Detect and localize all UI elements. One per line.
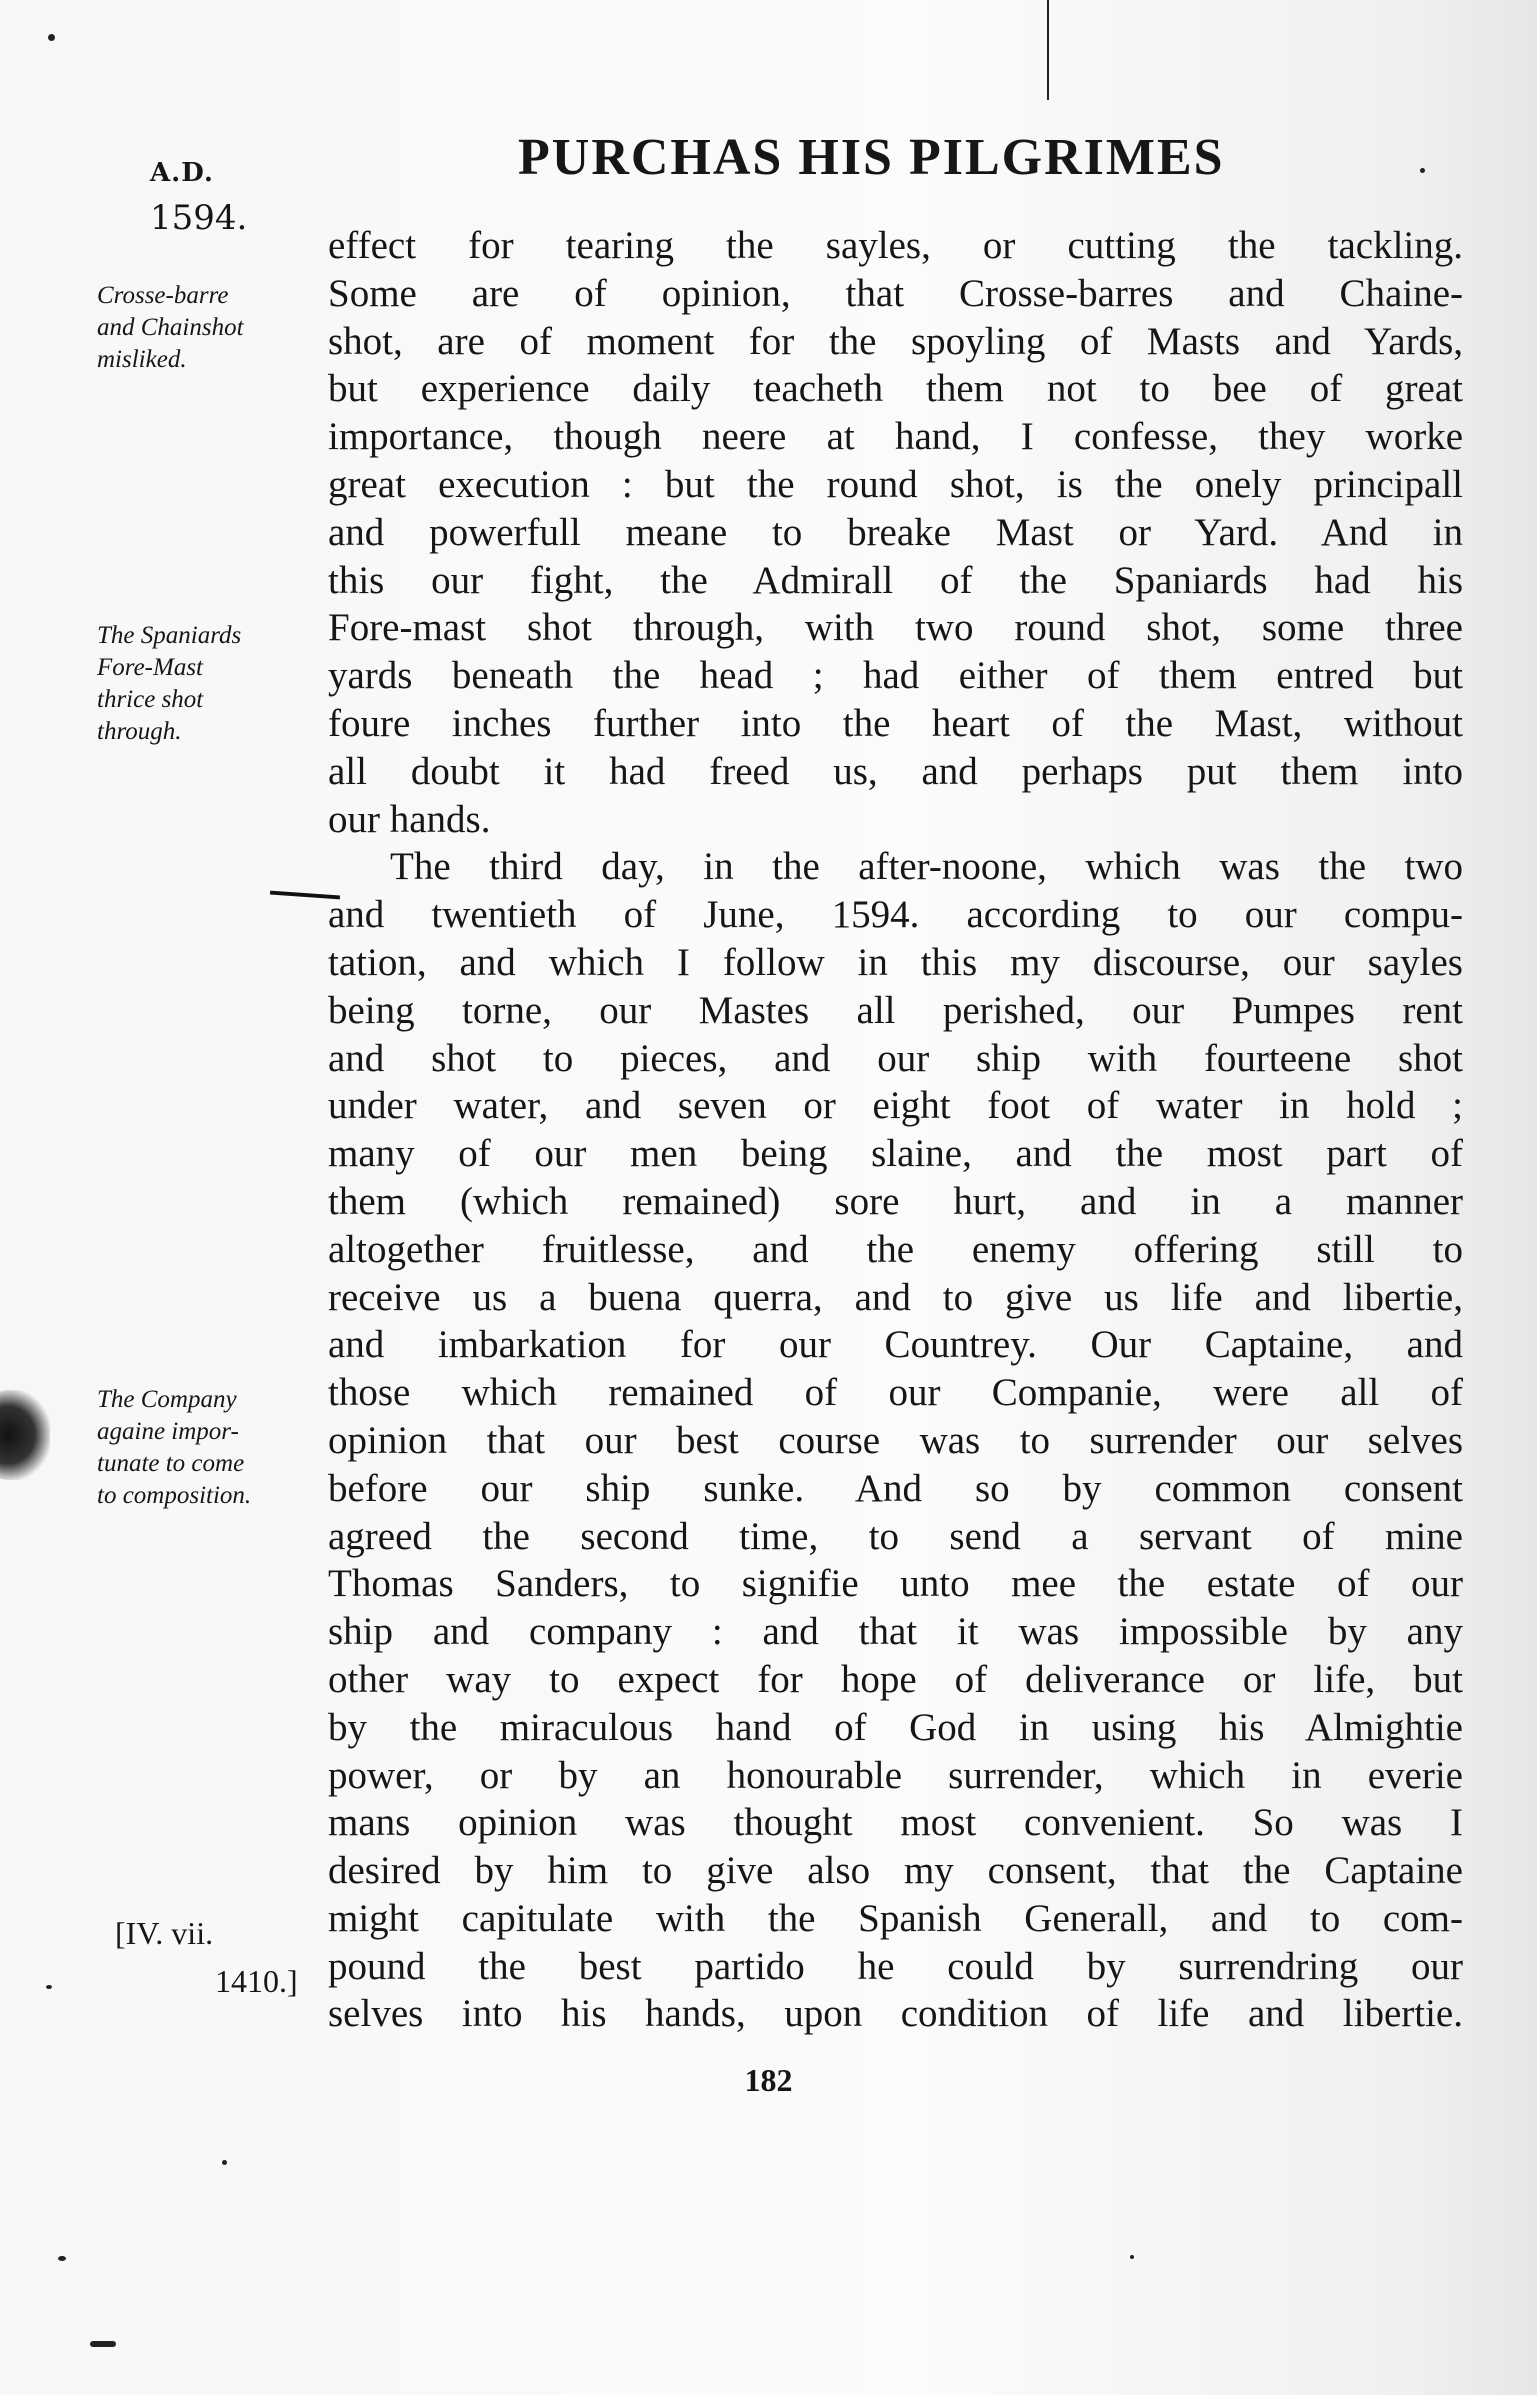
- text-line: altogether fruitlesse, and the enemy offering still to: [328, 1227, 1463, 1271]
- margin-note-line: againe impor-: [97, 1418, 239, 1445]
- margin-note-line: The Spaniards: [97, 622, 242, 649]
- text-line: all doubt it had freed us, and perhaps put them into: [328, 749, 1463, 793]
- text-line: power, or by an honourable surrender, which in everie: [328, 1753, 1463, 1797]
- margin-note-crosse-barre: [97, 280, 317, 376]
- ink-speck: [1130, 2255, 1134, 2259]
- gutter-rule: [1047, 0, 1049, 100]
- text-line: receive us a buena querra, and to give us life and libertie,: [328, 1275, 1463, 1319]
- text-line: and twentieth of June, 1594. according to our compu-: [328, 893, 1463, 937]
- text-line: this our fight, the Admirall of the Spaniards had his: [328, 558, 1463, 602]
- margin-note-line: through.: [97, 718, 182, 745]
- text-line: mans opinion was thought most convenient. So was I: [328, 1801, 1463, 1845]
- text-line: but experience daily teacheth them not to bee of great: [328, 367, 1463, 411]
- text-line: by the miraculous hand of God in using his Almightie: [328, 1705, 1463, 1749]
- text-line: ship and company : and that it was impossible by any: [328, 1610, 1463, 1654]
- text-line: opinion that our best course was to surrender our selves: [328, 1418, 1463, 1462]
- text-line: Some are of opinion, that Crosse-barres and Chaine-: [328, 271, 1463, 315]
- margin-note-line: misliked.: [97, 346, 187, 373]
- ink-speck: [1420, 168, 1425, 173]
- body-text: [328, 222, 1463, 2038]
- text-line: those which remained of our Companie, were all of: [328, 1371, 1463, 1415]
- ink-speck: [90, 2341, 116, 2347]
- margin-note-line: and Chainshot: [97, 314, 244, 341]
- text-line: great execution : but the round shot, is the onely principall: [328, 462, 1463, 506]
- page-number: 182: [744, 2062, 793, 2098]
- text-line: under water, and seven or eight foot of water in hold ;: [328, 1084, 1463, 1128]
- ink-speck: [48, 34, 55, 41]
- margin-note-line: The Company: [97, 1386, 237, 1413]
- text-line: yards beneath the head ; had either of them entred but: [328, 654, 1463, 698]
- ink-speck: [58, 2256, 66, 2261]
- margin-ref-page: 1410.]: [215, 1963, 298, 1999]
- year-label: 1594.: [150, 198, 248, 238]
- text-line: shot, are of moment for the spoyling of Masts and Yards,: [328, 319, 1463, 363]
- text-line: Thomas Sanders, to signifie unto mee the estate of our: [328, 1562, 1463, 1606]
- ink-speck: [46, 1985, 52, 1989]
- margin-note-company-composition: [97, 1384, 317, 1512]
- ink-speck: [222, 2160, 227, 2165]
- text-line: agreed the second time, to send a servant of mine: [328, 1514, 1463, 1558]
- text-line: desired by him to give also my consent, that the Captaine: [328, 1849, 1463, 1893]
- text-line: effect for tearing the sayles, or cutting the tackling.: [328, 224, 1463, 267]
- margin-note-line: Fore-Mast: [97, 654, 203, 681]
- text-line: pound the best partido he could by surrendring our: [328, 1944, 1463, 1988]
- margin-ref-volume: [IV. vii.: [115, 1915, 214, 1951]
- thumb-shadow: [0, 1390, 50, 1480]
- text-line: them (which remained) sore hurt, and in a manner: [328, 1179, 1463, 1223]
- text-line: being torne, our Mastes all perished, our Pumpes rent: [328, 988, 1463, 1032]
- margin-note-line: thrice shot: [97, 686, 204, 713]
- text-line: our hands.: [328, 797, 491, 841]
- text-line: many of our men being slaine, and the most part of: [328, 1132, 1463, 1176]
- margin-note-line: tunate to come: [97, 1450, 245, 1477]
- margin-note-line: Crosse-barre: [97, 282, 229, 309]
- text-line: importance, though neere at hand, I confesse, they worke: [328, 415, 1463, 459]
- text-line: other way to expect for hope of deliverance or life, but: [328, 1657, 1463, 1701]
- text-line: and shot to pieces, and our ship with fourteene shot: [328, 1036, 1463, 1080]
- text-line: The third day, in the after-noone, which was the two: [390, 845, 1463, 889]
- text-line: before our ship sunke. And so by common consent: [328, 1466, 1463, 1510]
- margin-note-line: to composition.: [97, 1482, 252, 1509]
- text-line: and imbarkation for our Countrey. Our Captaine, and: [328, 1323, 1463, 1367]
- text-line: and powerfull meane to breake Mast or Yard. And in: [328, 510, 1463, 554]
- text-line: might capitulate with the Spanish Generall, and to com-: [328, 1896, 1463, 1940]
- text-line: tation, and which I follow in this my discourse, our sayles: [328, 940, 1463, 984]
- text-line: foure inches further into the heart of the Mast, without: [328, 701, 1463, 745]
- margin-note-spaniards-foremast: [97, 620, 317, 748]
- running-title: PURCHAS HIS PILGRIMES: [518, 129, 1225, 186]
- text-line: Fore-mast shot through, with two round shot, some three: [328, 606, 1463, 650]
- text-line: selves into his hands, upon condition of life and libertie.: [328, 1992, 1463, 2036]
- ad-label: A.D.: [150, 158, 214, 188]
